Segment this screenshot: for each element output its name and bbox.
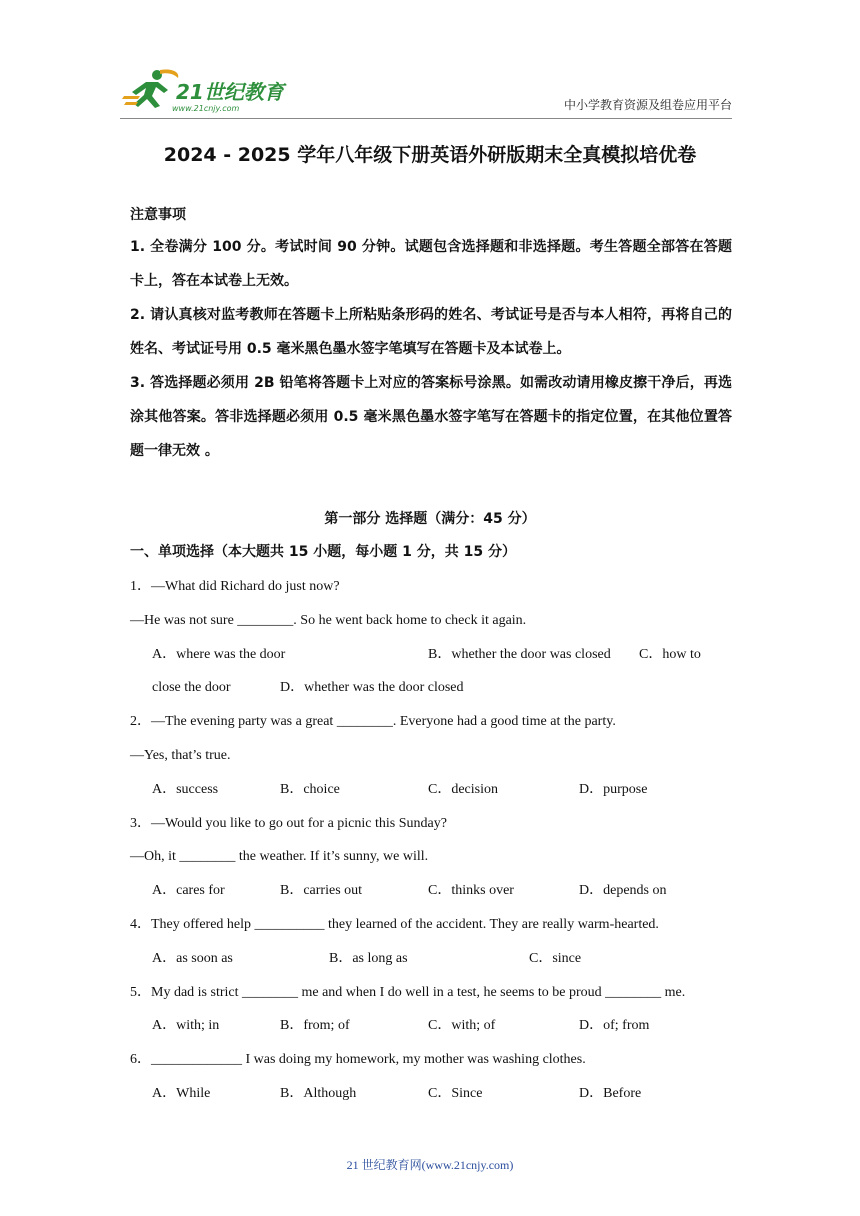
option-d: D．purpose: [579, 781, 648, 797]
notes-heading: 注意事项: [130, 207, 186, 223]
option-d: D．Before: [579, 1085, 642, 1101]
question-options: [130, 874, 732, 908]
option-a: A．While: [152, 1085, 211, 1101]
option-d: D．depends on: [579, 883, 667, 899]
option-b: B．from; of: [280, 1018, 350, 1034]
question-list: [130, 570, 732, 1111]
question-stem: 6．_____________ I was doing my homework, my mother was washing clothes.: [130, 1052, 586, 1068]
option-c: C．Since: [428, 1085, 483, 1101]
option-c-cont: close the door: [152, 680, 231, 696]
question-stem: 5．My dad is strict ________ me and when I do well in a test, he seems to be proud ________ me.: [130, 984, 686, 1000]
option-b: B．whether the door was closed: [428, 646, 611, 662]
svg-text:www.21cnjy.com: www.21cnjy.com: [172, 104, 240, 113]
notes-section: [130, 202, 732, 468]
note-item: 1. 全卷满分 100 分。考试时间 90 分钟。试题包含选择题和非选择题。考生答题全部答在答题卡上，答在本试卷上无效。: [130, 239, 732, 289]
platform-name: 中小学教育资源及组卷应用平台: [563, 98, 732, 112]
question-stem: 1．—What did Richard do just now?: [130, 579, 340, 594]
option-a: A．as soon as: [152, 950, 233, 966]
option-b: B．carries out: [280, 883, 363, 899]
option-c: C．thinks over: [428, 883, 514, 899]
part-title: 第一部分 选择题（满分：45 分）: [324, 511, 536, 527]
option-b: B．Although: [280, 1085, 357, 1101]
option-d: D．whether was the door closed: [280, 680, 464, 696]
site-logo: [120, 66, 295, 114]
note-item: 2. 请认真核对监考教师在答题卡上所粘贴条形码的姓名、考试证号是否与本人相符，再将自己的姓名、考试证号用 0.5 毫米黑色墨水签字笔填写在答题卡及本试卷上。: [130, 307, 732, 357]
header-divider: [120, 118, 732, 119]
option-c: C．since: [529, 950, 582, 966]
question-answer-line: —He was not sure ________. So he went back home to check it again.: [130, 612, 527, 628]
question-answer-line: —Yes, that’s true.: [130, 747, 231, 763]
option-a: A．cares for: [152, 883, 225, 899]
question-options: [130, 638, 732, 672]
option-c: C．how to: [639, 646, 701, 662]
option-b: B．choice: [280, 781, 340, 797]
option-b: B．as long as: [329, 950, 408, 966]
question-options: [130, 671, 732, 705]
runner-logo-icon: [120, 66, 295, 114]
question-stem: 3．—Would you like to go out for a picnic this Sunday?: [130, 815, 447, 831]
page-header: [120, 66, 732, 114]
question-options: [130, 1009, 732, 1043]
option-a: A．where was the door: [152, 646, 286, 662]
option-c: C．with; of: [428, 1018, 496, 1034]
exam-title: 2024 - 2025 学年八年级下册英语外研版期末全真模拟培优卷: [163, 144, 697, 166]
page-footer: 21 世纪教育网(www.21cnjy.com): [346, 1158, 514, 1172]
option-c: C．decision: [428, 781, 498, 797]
note-item: 3. 答选择题必须用 2B 铅笔将答题卡上对应的答案标号涂黑。如需改动请用橡皮擦干净后，再选涂其他答案。答非选择题必须用 0.5 毫米黑色墨水签字笔写在答题卡的指定位置，在其他位置答题一律无效 。: [130, 375, 732, 459]
question-options: [130, 942, 732, 976]
question-stem: 4．They offered help __________ they learned of the accident. They are really warm-hearted.: [130, 916, 659, 932]
option-a: A．with; in: [152, 1018, 220, 1034]
question-options: [130, 1077, 732, 1111]
svg-text:21世纪教育: 21世纪教育: [176, 80, 284, 104]
option-a: A．success: [152, 781, 219, 797]
option-d: D．of; from: [579, 1018, 650, 1034]
question-options: [130, 773, 732, 807]
question-answer-line: —Oh, it ________ the weather. If it’s sunny, we will.: [130, 849, 429, 865]
section-title: 一、单项选择（本大题共 15 小题，每小题 1 分，共 15 分）: [130, 544, 516, 560]
question-stem: 2．—The evening party was a great ________. Everyone had a good time at the party.: [130, 714, 616, 730]
